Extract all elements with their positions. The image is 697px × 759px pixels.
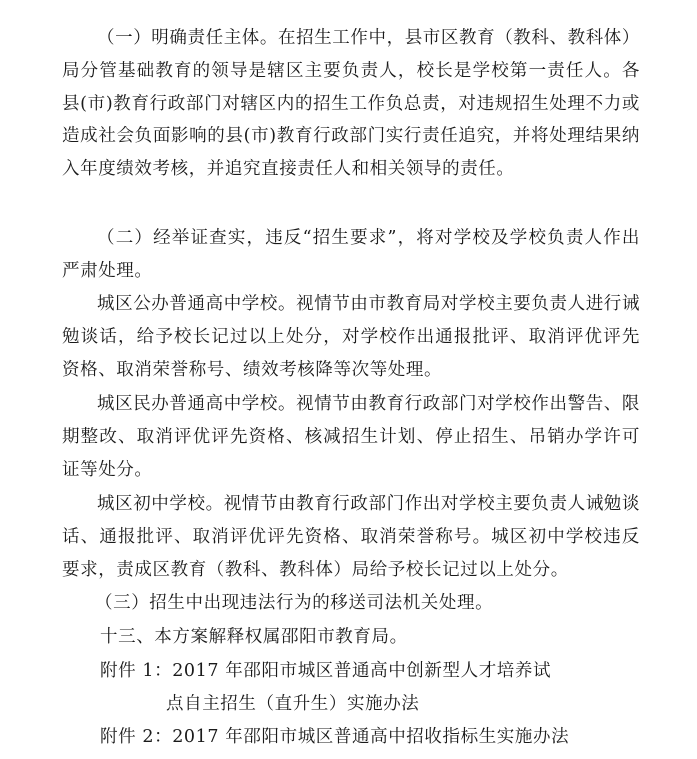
item-three-line: （三）招生中出现违法行为的移送司法机关处理。 bbox=[95, 593, 494, 613]
item-thirteen-line: 十三、本方案解释权属邵阳市教育局。 bbox=[100, 627, 408, 647]
paragraph-junior-school: 城区初中学校。视情节由教育行政部门作出对学校主要负责人诫勉谈话、通报批评、取消评优评先资格、取消荣誉称号。城区初中学校违反要求，责成区教育（教科、教科体）局给予校长记过以上处分。 bbox=[62, 494, 640, 580]
attachment-1-line-2: 点自主招生（直升生）实施办法 bbox=[166, 694, 420, 714]
attachment-1-line-1: 附件 1：2017 年邵阳市城区普通高中创新型人才培养试 bbox=[100, 661, 552, 681]
paragraph-private-high-school: 城区民办普通高中学校。视情节由教育行政部门对学校作出警告、限期整改、取消评优评先资格、核减招生计划、停止招生、吊销办学许可证等处分。 bbox=[62, 394, 640, 480]
paragraph-public-high-school: 城区公办普通高中学校。视情节由市教育局对学校主要负责人进行诫勉谈话，给予校长记过以上处分，对学校作出通报批评、取消评优评先资格、取消荣誉称号、绩效考核降等次等处理。 bbox=[62, 294, 640, 380]
paragraph-violation-handling: （二）经举证查实，违反“招生要求”，将对学校及学校负责人作出严肃处理。 bbox=[62, 228, 640, 281]
attachment-2-line: 附件 2：2017 年邵阳市城区普通高中招收指标生实施办法 bbox=[100, 727, 570, 747]
paragraph-responsibility: （一）明确责任主体。在招生工作中，县市区教育（教科、教科体）局分管基础教育的领导是辖区主要负责人，校长是学校第一责任人。各县(市)教育行政部门对辖区内的招生工作负总责，对违规招生处理不力或造成社会负面影响的县(市)教育行政部门实行责任追究，并将处理结果纳入年度绩效考核，并追究直接责任人和相关领导的责任。 bbox=[62, 28, 640, 180]
